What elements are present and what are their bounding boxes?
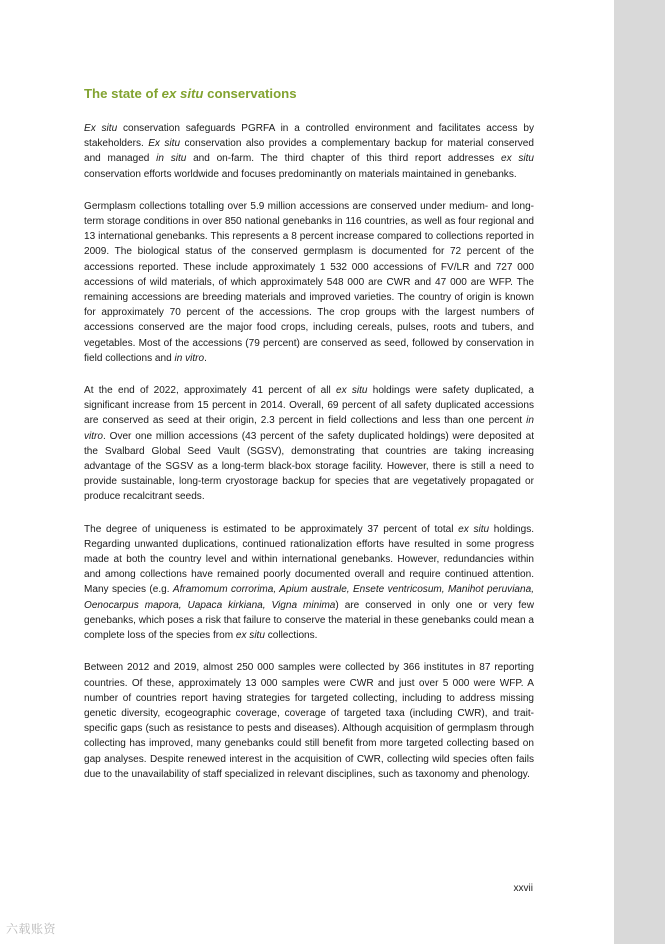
paragraph bbox=[84, 522, 534, 644]
paragraph bbox=[84, 121, 534, 182]
document-body bbox=[84, 86, 534, 799]
paragraph-text: collections. bbox=[264, 630, 318, 642]
italic-term: in vitro bbox=[174, 352, 205, 364]
paragraph bbox=[84, 383, 534, 505]
paragraph-text: . bbox=[204, 352, 207, 364]
page-edge-band bbox=[614, 0, 665, 944]
italic-term: in vitro bbox=[84, 415, 534, 442]
paragraph-text: ) are conserved in only one or very few genebanks, which poses a risk that failure to conserve the material in these genebanks could mean a complete loss of the species from bbox=[84, 599, 534, 642]
paragraph-text: Germplasm collections totalling over 5.9 million accessions are conserved under medium- and long-term storage conditions in over 850 national genebanks in 116 countries, as well as four regional and 13 international genebanks. This represents a 8 percent increase compared to collections reported in 2009. The biological status of the conserved germplasm is documented for 72 percent of the accessions reported. These include approximately 1 532 000 accessions of FV/LR and 727 000 accessions of wild materials, of which approximately 548 000 are CWR and 47 000 are WFP. The remaining accessions are breeding materials and improved varieties. The country of origin is known for approximately 70 percent of the accessions. The crop groups with the largest numbers of accessions conserved are the major food crops, including cereals, pulses, roots and tubers, and vegetables. Most of the accessions (79 percent) are conserved as seed, followed by conservation in field collections and bbox=[84, 200, 534, 364]
italic-term: ex situ bbox=[235, 630, 265, 642]
italic-term: in situ bbox=[156, 153, 187, 165]
italic-term: Ex situ bbox=[148, 138, 181, 150]
paragraph-text: . Over one million accessions (43 percent of the safety duplicated holdings) were deposited at the Svalbard Global Seed Vault (SGSV), demonstrating that countries are taking increasing advantage of the SGSV as a long-term black-box storage facility. However, there is still a need to provide sustainable, long-term cryostorage backup for species that are vegetatively propagated or produce recalcitrant seeds. bbox=[84, 430, 534, 503]
section-title: The state of ex situ conservations bbox=[84, 86, 297, 101]
paragraph-text: conservation also provides a complementary backup for material conserved and managed bbox=[84, 138, 534, 165]
paragraph-text: conservation efforts worldwide and focuses predominantly on materials maintained in genebanks. bbox=[84, 168, 517, 180]
italic-term: Aframomum corrorima, Apium australe, Ensete ventricosum, Manihot peruviana, Oenocarpus mapora, Uapaca kirkiana, Vigna minima bbox=[84, 584, 534, 611]
paragraph-text: At the end of 2022, approximately 41 percent of all bbox=[84, 385, 336, 397]
paragraph bbox=[84, 199, 534, 366]
paragraph-text: conservation safeguards PGRFA in a controlled environment and facilitates access by stakeholders. bbox=[84, 123, 534, 150]
paragraph bbox=[84, 660, 534, 782]
paragraph-text: holdings were safety duplicated, a significant increase from 15 percent in 2014. Overall, 69 percent of all safety duplicated accessions are conserved as seed at their origin, 2.3 percent in field collections and less than one percent bbox=[84, 385, 534, 427]
page-number: xxvii bbox=[513, 883, 533, 894]
watermark-text: 六载账资 bbox=[6, 922, 57, 936]
italic-term: Ex situ bbox=[84, 123, 118, 134]
paragraph-text: The degree of uniqueness is estimated to be approximately 37 percent of total bbox=[84, 523, 459, 535]
italic-term: ex situ bbox=[458, 523, 490, 535]
italic-term: ex situ bbox=[335, 385, 368, 397]
paragraph-text: and on-farm. The third chapter of this third report addresses bbox=[186, 153, 501, 165]
paragraph-text: holdings. Regarding unwanted duplications, continued rationalization efforts have resulted in some progress made at both the country level and within international genebanks. However, redundancies within and among collections have remained poorly documented overall and require continued attention. Many species (e.g. bbox=[84, 523, 535, 596]
italic-term: ex situ bbox=[501, 153, 534, 165]
paragraph-text: Between 2012 and 2019, almost 250 000 samples were collected by 366 institutes in 87 reporting countries. Of these, approximately 13 000 samples were CWR and just over 5 000 were WFP. A number of countries report having strategies for targeted collecting, including to address missing genetic diversity, ecogeographic coverage, coverage of targeted taxa (including CWR), and trait-specific gaps (such as resistance to pests and diseases). Although acquisition of germplasm through collecting has improved, many genebanks could still benefit from more targeted collecting based on gap analyses. Despite renewed interest in the acquisition of CWR, collecting wild species often fails due to the unavailability of staff specialized in relevant disciplines, such as taxonomy and phenology. bbox=[84, 662, 534, 780]
